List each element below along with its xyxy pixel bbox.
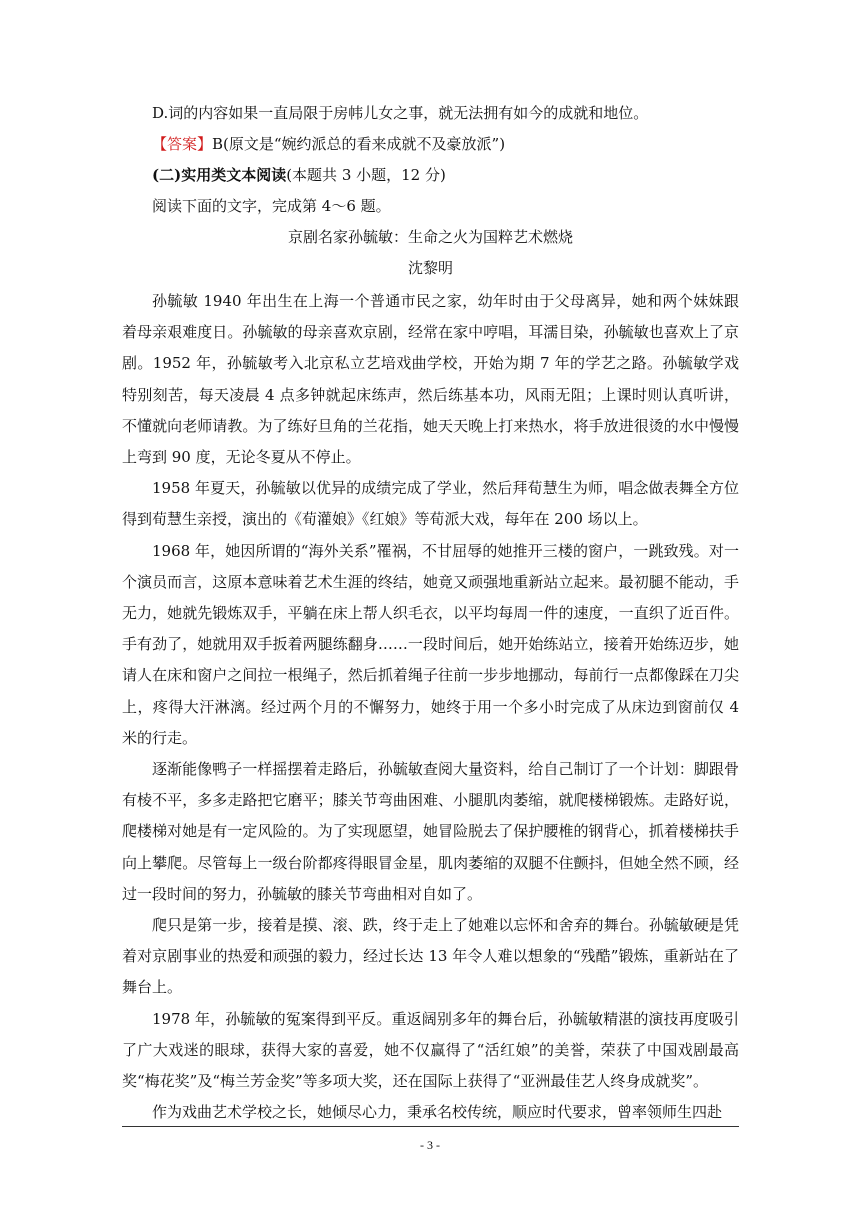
article-paragraph: 1968 年，她因所谓的“海外关系”罹祸，不甘屈辱的她推开三楼的窗户，一跳致残。对一个演员而言，这原本意味着艺术生涯的终结，她竟又顽强地重新站立起来。最初腿不能动，手无力，她就先锻炼双手，平躺在床上帮人织毛衣，以平均每周一件的速度，一直织了近百件。手有劲了，她就用双手扳着两腿练翻身……一段时间后，她开始练站立，接着开始练迈步，她请人在床和窗户之间拉一根绳子，然后抓着绳子往前一步步地挪动，每前行一点都像踩在刀尖上，疼得大汗淋漓。经过两个月的不懈努力，她终于用一个多小时完成了从床边到窗前仅 4 米的行走。 bbox=[122, 541, 739, 747]
article-body bbox=[122, 286, 739, 1128]
article-author: 沈黎明 bbox=[407, 259, 453, 277]
article-title: 京剧名家孙毓敏：生命之火为国粹艺术燃烧 bbox=[287, 228, 573, 246]
article-paragraph: 逐渐能像鸭子一样摇摆着走路后，孙毓敏查阅大量资料，给自己制订了一个计划：脚跟骨有棱不平，多多走路把它磨平；膝关节弯曲困难、小腿肌肉萎缩，就爬楼梯锻炼。走路好说，爬楼梯对她是有一定风险的。为了实现愿望，她冒险脱去了保护腰椎的钢背心，抓着楼梯扶手向上攀爬。尽管每上一级台阶都疼得眼冒金星，肌肉萎缩的双腿不住颤抖，但她全然不顾，经过一段时间的努力，孙毓敏的膝关节弯曲相对自如了。 bbox=[122, 760, 739, 903]
reading-instruction: 阅读下面的文字，完成第 4～6 题。 bbox=[152, 197, 391, 215]
footer-divider bbox=[122, 1126, 739, 1127]
section-heading-meta: (本题共 3 小题，12 分) bbox=[286, 166, 446, 184]
answer-text: B(原文是“婉约派总的看来成就不及豪放派”) bbox=[212, 135, 506, 153]
article-paragraph: 1978 年，孙毓敏的冤案得到平反。重返阔别多年的舞台后，孙毓敏精湛的演技再度吸引了广大戏迷的眼球，获得大家的喜爱，她不仅赢得了“活红娘”的美誉，荣获了中国戏剧最高奖“梅花奖”及“梅兰芳金奖”等多项大奖，还在国际上获得了“亚洲最佳艺人终身成就奖”。 bbox=[122, 1009, 739, 1091]
document-page bbox=[122, 98, 739, 1128]
page-number: - 3 - bbox=[420, 1138, 440, 1152]
article-paragraph: 1958 年夏天，孙毓敏以优异的成绩完成了学业，然后拜荀慧生为师，唱念做表舞全方位得到荀慧生亲授，演出的《荀灌娘》《红娘》等荀派大戏，每年在 200 场以上。 bbox=[122, 479, 739, 529]
answer-line bbox=[122, 129, 739, 160]
article-paragraph: 孙毓敏 1940 年出生在上海一个普通市民之家，幼年时由于父母离异，她和两个妹妹跟着母亲艰难度日。孙毓敏的母亲喜欢京剧，经常在家中哼唱，耳濡目染，孙毓敏也喜欢上了京剧。1952 年，孙毓敏考入北京私立艺培戏曲学校，开始为期 7 年的学艺之路。孙毓敏学戏特别刻苦，每天凌晨 4 点多钟就起床练声，然后练基本功，风雨无阻；上课时则认真听讲，不懂就向老师请教。为了练好旦角的兰花指，她天天晚上打来热水，将手放进很烫的水中慢慢上弯到 90 度，无论冬夏从不停止。 bbox=[122, 292, 739, 467]
article-paragraph: 爬只是第一步，接着是摸、滚、跌，终于走上了她难以忘怀和舍弃的舞台。孙毓敏硬是凭着对京剧事业的热爱和顽强的毅力，经过长达 13 年令人难以想象的“残酷”锻炼，重新站在了舞台上。 bbox=[122, 916, 739, 997]
answer-tag: 【答案】 bbox=[152, 135, 213, 153]
article-paragraph: 作为戏曲艺术学校之长，她倾尽心力，秉承名校传统，顺应时代要求，曾率领师生四赴 bbox=[152, 1103, 723, 1122]
option-d: D.词的内容如果一直局限于房帏儿女之事，就无法拥有如今的成就和地位。 bbox=[152, 104, 649, 122]
section-heading bbox=[122, 160, 739, 191]
section-heading-label: (二)实用类文本阅读 bbox=[152, 166, 287, 184]
